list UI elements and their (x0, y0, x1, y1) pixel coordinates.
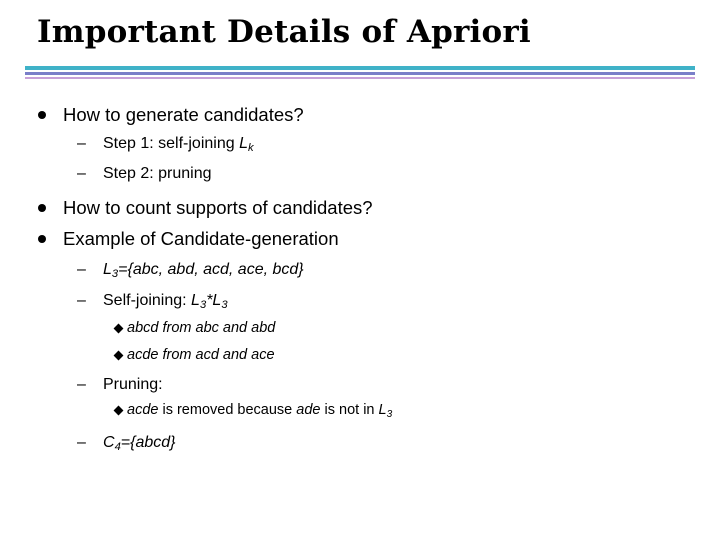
dash-icon: – (77, 165, 86, 182)
dash-icon: – (77, 261, 86, 278)
diamond-bullet-icon (114, 324, 124, 334)
sub-step1-self-joining: Step 1: self-joining $L_k$ (103, 135, 254, 154)
dash-icon: – (77, 434, 86, 451)
bullet-generate-candidates: How to generate candidates? (63, 104, 304, 125)
dash-icon: – (77, 292, 86, 309)
subsub-abcd: abcd from abc and abd (127, 320, 276, 336)
bullet-count-supports: How to count supports of candidates? (63, 197, 373, 218)
diamond-bullet-icon (114, 406, 124, 416)
dash-icon: – (77, 376, 86, 393)
bullet-icon (38, 111, 46, 119)
slide-title: Important Details of Apriori (37, 14, 531, 50)
sub-step2-pruning: Step 2: pruning (103, 165, 212, 182)
bullet-example-candidate-generation: Example of Candidate-generation (63, 228, 339, 249)
sub-c4-set: $C_4=\{abcd\}$ (103, 434, 176, 453)
diamond-bullet-icon (114, 351, 124, 361)
sub-l3-set: $L_3=\{abc$, abd, acd, ace, bcd} (103, 261, 304, 280)
sub-pruning: Pruning: (103, 376, 163, 393)
title-underline-lilac (25, 77, 695, 79)
title-underline-cyan (25, 66, 695, 70)
subsub-acde-removed: acde is removed because ade is not in $L_3$ (127, 402, 393, 420)
title-underline-blue (25, 72, 695, 75)
sub-self-joining: Self-joining: $L_3*L_3$ (103, 292, 228, 311)
dash-icon: – (77, 135, 86, 152)
bullet-icon (38, 204, 46, 212)
bullet-icon (38, 235, 46, 243)
subsub-acde: acde from acd and ace (127, 347, 275, 363)
